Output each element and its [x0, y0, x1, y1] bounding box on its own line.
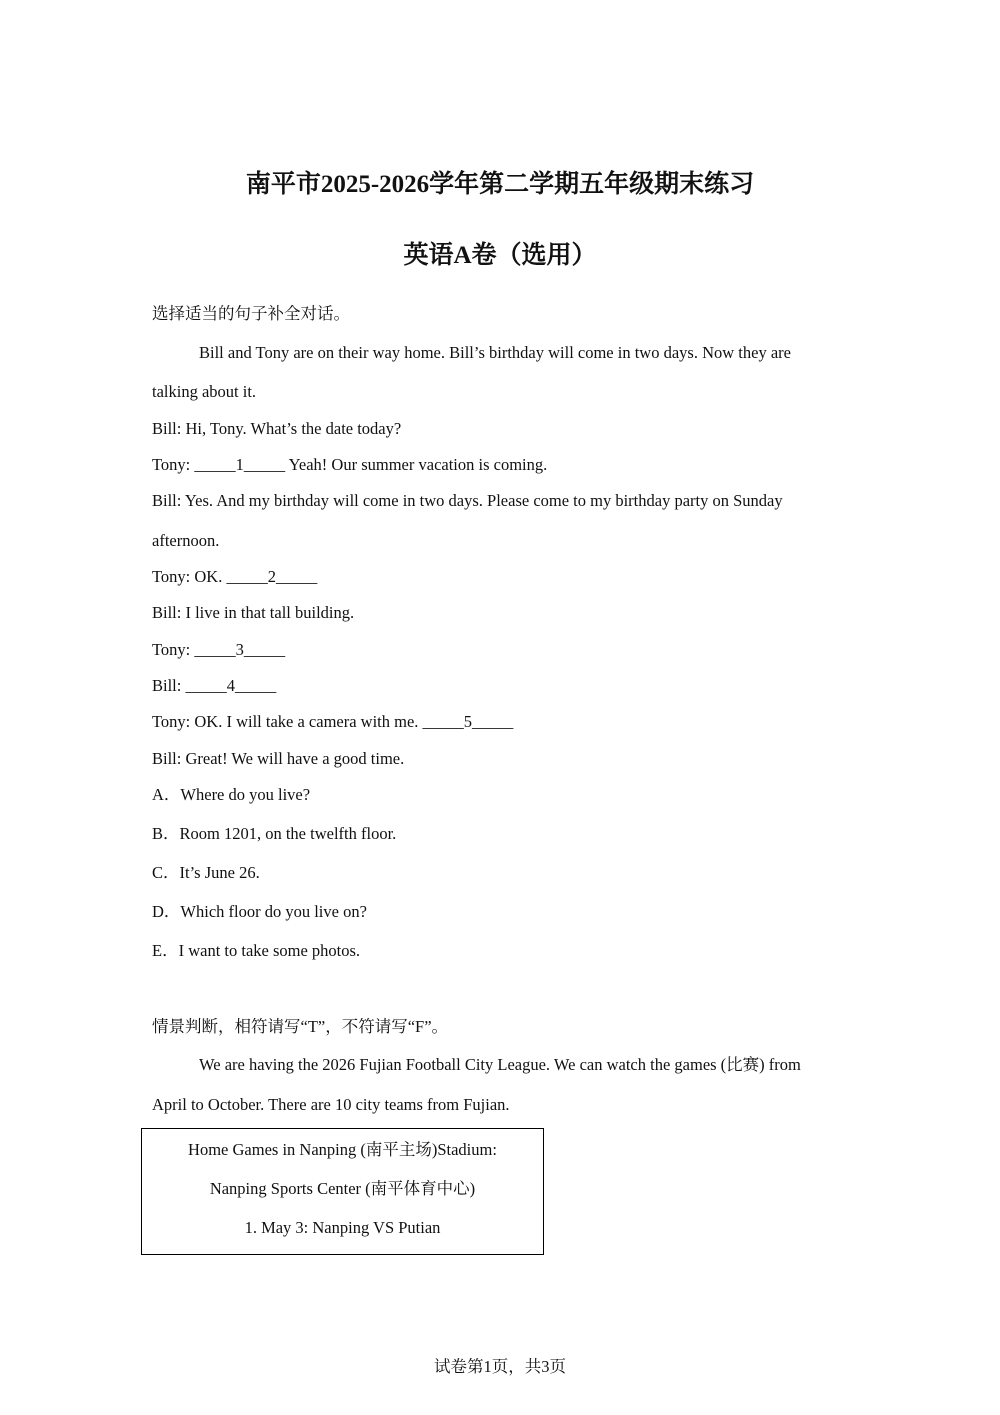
section2-intro-line1: We are having the 2026 Fujian Football City League. We can watch the games (比赛) from — [199, 1055, 801, 1074]
option-a: A．Where do you live? — [152, 785, 311, 804]
section1-intro-line2: talking about it. — [152, 382, 257, 401]
section2-instruction: 情景判断，相符请写“T”，不符请写“F”。 — [152, 1017, 449, 1036]
dialogue-line: Bill: Yes. And my birthday will come in two days. Please come to my birthday party on Sunday — [152, 491, 783, 510]
exam-subtitle: 英语A卷（选用） — [403, 242, 597, 269]
section1-intro-line1: Bill and Tony are on their way home. Bill’s birthday will come in two days. Now they are — [199, 343, 791, 362]
dialogue-line: Bill: I live in that tall building. — [152, 603, 355, 622]
exam-title: 南平市2025-2026学年第二学期五年级期末练习 — [245, 171, 755, 198]
option-c: C．It’s June 26. — [152, 863, 260, 882]
page-footer: 试卷第1页，共3页 — [434, 1357, 566, 1376]
section1-instruction: 选择适当的句子补全对话。 — [152, 304, 350, 323]
box-venue: Nanping Sports Center (南平体育中心) — [209, 1179, 476, 1198]
dialogue-line: Bill: _____4_____ — [152, 676, 277, 695]
dialogue-line: afternoon. — [152, 531, 220, 550]
dialogue-line: Bill: Great! We will have a good time. — [152, 749, 405, 768]
box-heading: Home Games in Nanping (南平主场)Stadium: — [188, 1140, 497, 1159]
option-b: B．Room 1201, on the twelfth floor. — [152, 824, 397, 843]
option-d: D．Which floor do you live on? — [152, 902, 367, 921]
box-game-item: 1. May 3: Nanping VS Putian — [244, 1218, 441, 1237]
dialogue-line: Bill: Hi, Tony. What’s the date today? — [152, 419, 402, 438]
option-e: E．I want to take some photos. — [152, 941, 361, 960]
home-games-box — [141, 1128, 544, 1255]
dialogue-line: Tony: _____3_____ — [152, 640, 286, 659]
dialogue-line: Tony: _____1_____ Yeah! Our summer vacation is coming. — [152, 455, 548, 474]
dialogue-line: Tony: OK. _____2_____ — [152, 567, 318, 586]
section2-intro-line2: April to October. There are 10 city teams from Fujian. — [152, 1095, 510, 1114]
dialogue-line: Tony: OK. I will take a camera with me. _____5_____ — [152, 712, 514, 731]
